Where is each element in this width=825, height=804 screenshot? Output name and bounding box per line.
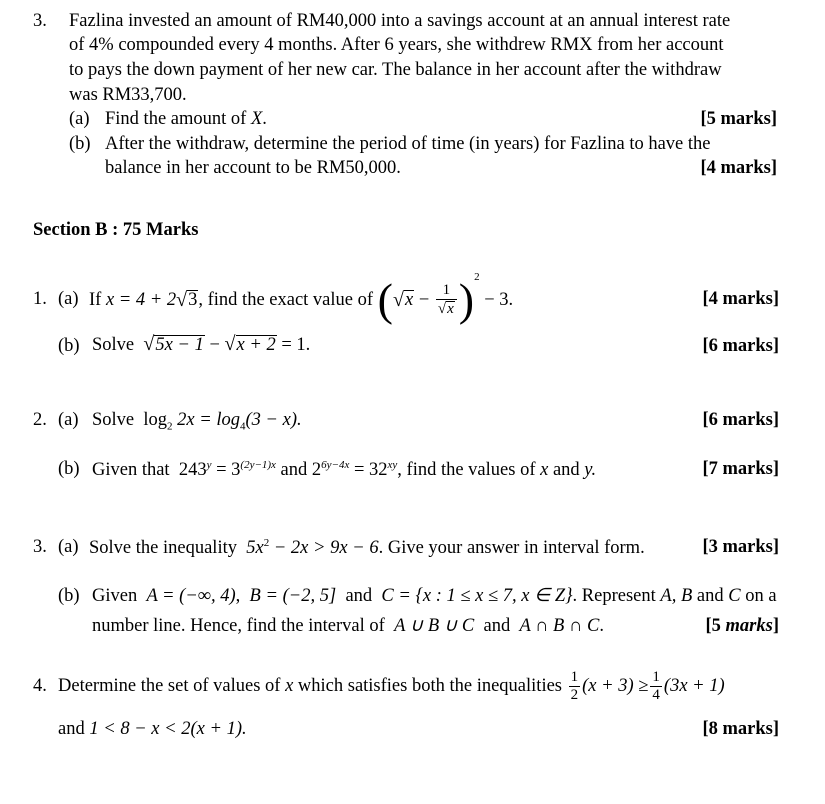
part-b-line-1: After the withdraw, determine the period of time (in years) for Fazlina to have the xyxy=(105,134,711,154)
question-number: 4. xyxy=(33,676,47,696)
part-b-expression: Solve √5x − 1 − √x + 2 = 1. xyxy=(92,333,311,355)
part-b-line-2: number line. Hence, find the interval of A ∪ B ∪ C and A ∩ B ∩ C. xyxy=(92,616,604,636)
part-a-expression: Solve the inequality $5x^2 - 2x > 9x - 6$. Give your answer in interval form. xyxy=(89,537,645,559)
question-number: 1. xyxy=(33,289,47,309)
question-line-2: of 4% compounded every 4 months. After 6 years, she withdrew RMX from her account xyxy=(69,35,724,55)
part-a-marks: [3 marks] xyxy=(702,537,779,557)
part-b-label: (b) xyxy=(69,134,91,154)
part-b-label: (b) xyxy=(58,459,80,479)
section-b-title: Section B : 75 Marks xyxy=(33,220,199,240)
question-line-1: Fazlina invested an amount of RM40,000 into a savings account at an annual interest rate xyxy=(69,11,731,31)
part-b-line-2: balance in her account to be RM50,000. xyxy=(105,158,401,178)
question-line-2: and 1 < 8 − x < 2(x + 1). xyxy=(58,719,247,739)
question-line-4: was RM33,700. xyxy=(69,85,187,105)
part-a-marks: [4 marks] xyxy=(702,289,779,309)
part-a-expression: Solve $\log_2 2x = \log_4(3 - x)$. xyxy=(92,410,302,433)
question-number: 3. xyxy=(33,11,47,31)
part-a-label: (a) xyxy=(69,109,90,129)
question-marks: [8 marks] xyxy=(702,719,779,739)
question-number: 3. xyxy=(33,537,47,557)
question-number: 2. xyxy=(33,410,47,430)
part-a-label: (a) xyxy=(58,410,79,430)
part-b-label: (b) xyxy=(58,336,80,356)
question-line-1: Determine the set of values of x which satisfies both the inequalities $\frac{1}{2}$ (x + 3) ≥ $\frac{1}{4}$ (3x + 1) xyxy=(58,668,725,703)
part-a-expression: If x = 4 + 2 √ 3 , find the exact value of ( √ x − $\frac{1}{√x}$ ) $^2$ − 3. xyxy=(89,271,514,325)
part-b-marks: [5 marks] xyxy=(705,616,779,636)
part-a-marks: [5 marks] xyxy=(700,109,777,129)
part-a-marks: [6 marks] xyxy=(702,410,779,430)
part-b-expression: Given that $243^y = 3^{(2y-1)x}$ and $2^{6y-4x} = 32^{xy}$, find the values of x and y. xyxy=(92,459,597,481)
part-a-text: Find the amount of X. xyxy=(105,109,267,129)
part-b-marks: [4 marks] xyxy=(700,158,777,178)
part-b-marks: [7 marks] xyxy=(702,459,779,479)
part-a-label: (a) xyxy=(58,289,79,309)
question-line-3: to pays the down payment of her new car. The balance in her account after the withdraw xyxy=(69,60,722,80)
part-b-line-1: Given A = (−∞, 4), B = (−2, 5] and C = {x : 1 ≤ x ≤ 7, x ∈ Z}. Represent A, B and C on a xyxy=(92,586,777,606)
part-a-label: (a) xyxy=(58,537,79,557)
part-b-label: (b) xyxy=(58,586,80,606)
part-b-marks: [6 marks] xyxy=(702,336,779,356)
